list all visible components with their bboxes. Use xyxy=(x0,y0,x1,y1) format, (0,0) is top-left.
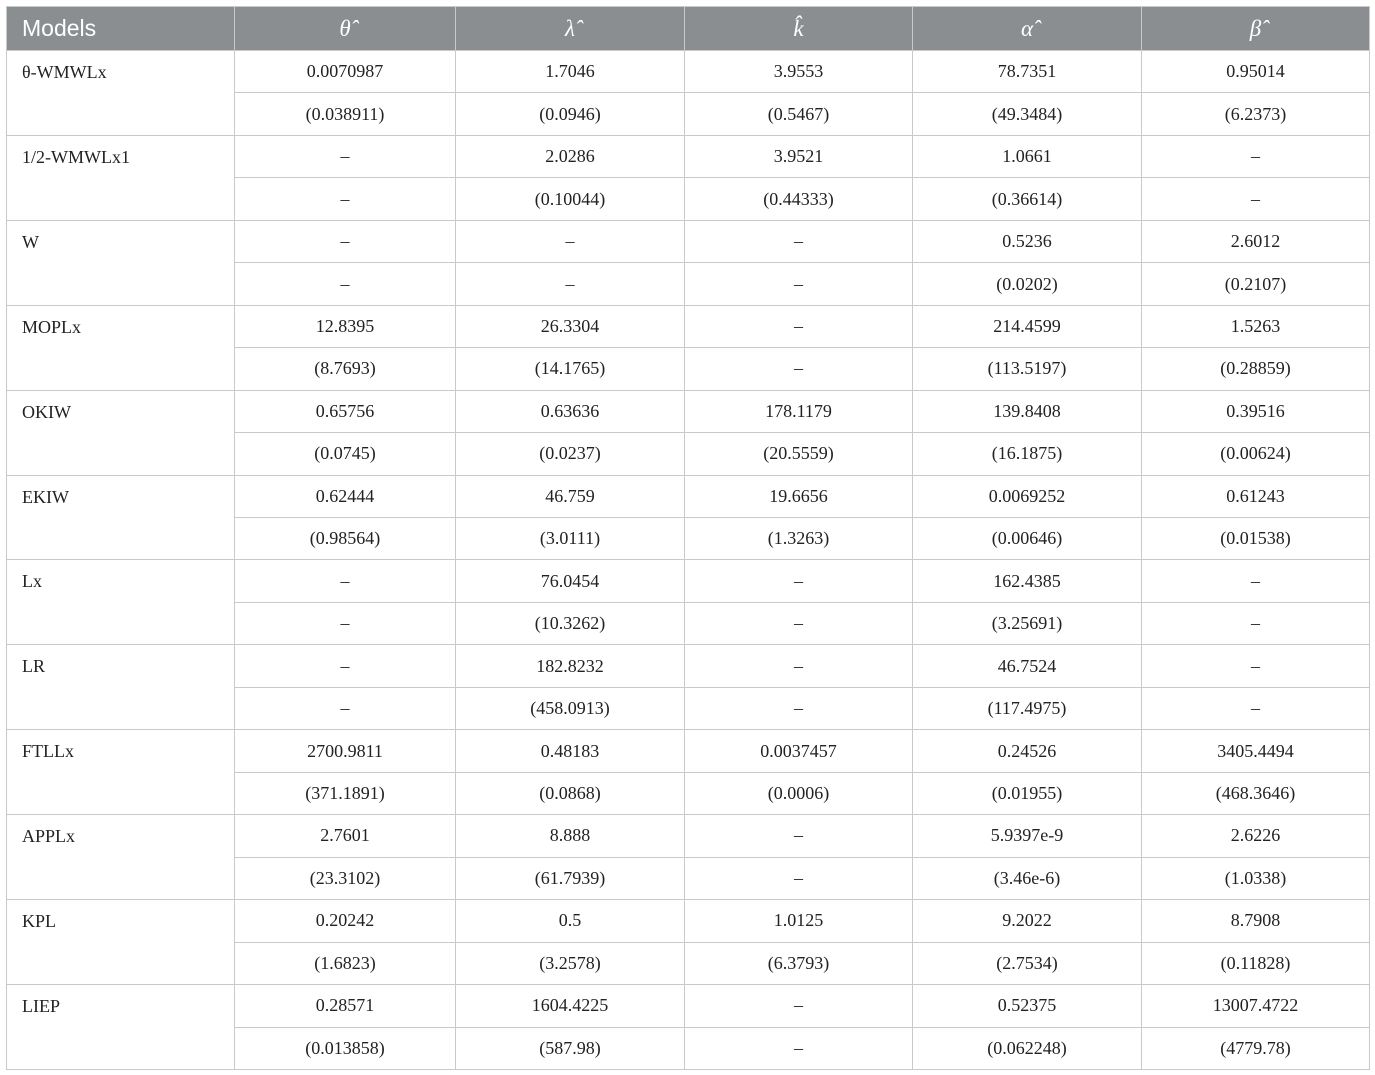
estimate-cell: 19.6656 xyxy=(685,476,912,517)
estimate-cell: 0.39516 xyxy=(1142,391,1369,432)
estimate-cell: – xyxy=(1142,645,1369,686)
estimate-cell: 0.28571 xyxy=(235,985,455,1026)
estimate-cell: – xyxy=(235,560,455,601)
std-error-cell: – xyxy=(235,178,455,219)
std-error-cell: (3.2578) xyxy=(456,943,684,984)
std-error-cell: (0.44333) xyxy=(685,178,912,219)
estimate-cell: 214.4599 xyxy=(913,306,1141,347)
estimate-cell: 76.0454 xyxy=(456,560,684,601)
model-name: OKIW xyxy=(7,391,234,475)
estimate-cell: 1604.4225 xyxy=(456,985,684,1026)
std-error-cell: (468.3646) xyxy=(1142,773,1369,814)
std-error-cell: (371.1891) xyxy=(235,773,455,814)
std-error-cell: (0.01955) xyxy=(913,773,1141,814)
estimate-cell: 0.62444 xyxy=(235,476,455,517)
alpha-hat-column-header: α̂ xyxy=(913,7,1141,50)
std-error-cell: (14.1765) xyxy=(456,348,684,389)
model-name: θ-WMWLx xyxy=(7,51,234,135)
std-error-cell: (0.0202) xyxy=(913,263,1141,304)
estimate-cell: – xyxy=(685,815,912,856)
std-error-cell: – xyxy=(685,688,912,729)
estimate-cell: 9.2022 xyxy=(913,900,1141,941)
std-error-cell: (23.3102) xyxy=(235,858,455,899)
estimate-cell: 12.8395 xyxy=(235,306,455,347)
std-error-cell: – xyxy=(1142,603,1369,644)
std-error-cell: – xyxy=(235,603,455,644)
estimate-cell: 2.6226 xyxy=(1142,815,1369,856)
std-error-cell: (0.0006) xyxy=(685,773,912,814)
std-error-cell: (0.10044) xyxy=(456,178,684,219)
estimate-cell: 46.7524 xyxy=(913,645,1141,686)
model-name: EKIW xyxy=(7,476,234,560)
std-error-cell: – xyxy=(1142,688,1369,729)
std-error-cell: – xyxy=(685,263,912,304)
models-column-header: Models xyxy=(7,7,234,50)
estimate-cell: 13007.4722 xyxy=(1142,985,1369,1026)
estimate-cell: 0.65756 xyxy=(235,391,455,432)
std-error-cell: (117.4975) xyxy=(913,688,1141,729)
std-error-cell: (0.36614) xyxy=(913,178,1141,219)
estimate-cell: 162.4385 xyxy=(913,560,1141,601)
std-error-cell: – xyxy=(235,688,455,729)
estimate-cell: 0.61243 xyxy=(1142,476,1369,517)
estimate-cell: – xyxy=(685,645,912,686)
std-error-cell: (113.5197) xyxy=(913,348,1141,389)
model-name: LR xyxy=(7,645,234,729)
model-name: MOPLx xyxy=(7,306,234,390)
estimate-cell: 1.7046 xyxy=(456,51,684,92)
lambda-hat-column-header: λ̂ xyxy=(456,7,684,50)
std-error-cell: – xyxy=(456,263,684,304)
std-error-cell: (1.3263) xyxy=(685,518,912,559)
estimate-cell: 0.52375 xyxy=(913,985,1141,1026)
model-name: KPL xyxy=(7,900,234,984)
std-error-cell: (0.0237) xyxy=(456,433,684,474)
estimate-cell: 139.8408 xyxy=(913,391,1141,432)
estimate-cell: 2.7601 xyxy=(235,815,455,856)
estimate-cell: 46.759 xyxy=(456,476,684,517)
std-error-cell: (8.7693) xyxy=(235,348,455,389)
std-error-cell: (0.062248) xyxy=(913,1028,1141,1069)
std-error-cell: (2.7534) xyxy=(913,943,1141,984)
std-error-cell: – xyxy=(685,603,912,644)
estimate-cell: 0.5 xyxy=(456,900,684,941)
std-error-cell: – xyxy=(685,1028,912,1069)
std-error-cell: (458.0913) xyxy=(456,688,684,729)
estimate-cell: 2.0286 xyxy=(456,136,684,177)
std-error-cell: (3.46e-6) xyxy=(913,858,1141,899)
estimate-cell: – xyxy=(1142,560,1369,601)
estimate-cell: 5.9397e-9 xyxy=(913,815,1141,856)
model-name: W xyxy=(7,221,234,305)
std-error-cell: (0.98564) xyxy=(235,518,455,559)
estimate-cell: 182.8232 xyxy=(456,645,684,686)
std-error-cell: (4779.78) xyxy=(1142,1028,1369,1069)
estimate-cell: 0.5236 xyxy=(913,221,1141,262)
estimate-cell: 1.0661 xyxy=(913,136,1141,177)
std-error-cell: (0.0946) xyxy=(456,93,684,134)
std-error-cell: (0.00646) xyxy=(913,518,1141,559)
std-error-cell: (16.1875) xyxy=(913,433,1141,474)
estimate-cell: 3.9553 xyxy=(685,51,912,92)
estimate-cell: – xyxy=(685,560,912,601)
std-error-cell: (1.0338) xyxy=(1142,858,1369,899)
estimate-cell: 0.48183 xyxy=(456,730,684,771)
estimate-cell: 8.7908 xyxy=(1142,900,1369,941)
std-error-cell: (10.3262) xyxy=(456,603,684,644)
estimate-cell: 26.3304 xyxy=(456,306,684,347)
estimate-cell: 0.0069252 xyxy=(913,476,1141,517)
model-name: 1/2-WMWLx1 xyxy=(7,136,234,220)
estimate-cell: – xyxy=(685,306,912,347)
std-error-cell: (0.038911) xyxy=(235,93,455,134)
std-error-cell: – xyxy=(1142,178,1369,219)
std-error-cell: – xyxy=(685,858,912,899)
estimate-cell: 0.95014 xyxy=(1142,51,1369,92)
std-error-cell: (0.5467) xyxy=(685,93,912,134)
estimate-cell: – xyxy=(235,645,455,686)
model-name: APPLx xyxy=(7,815,234,899)
std-error-cell: (0.0745) xyxy=(235,433,455,474)
k-hat-column-header: k̂ xyxy=(685,7,912,50)
estimate-cell: 78.7351 xyxy=(913,51,1141,92)
estimate-cell: – xyxy=(685,221,912,262)
estimate-cell: 3405.4494 xyxy=(1142,730,1369,771)
estimate-cell: 178.1179 xyxy=(685,391,912,432)
std-error-cell: (6.3793) xyxy=(685,943,912,984)
model-name: LIEP xyxy=(7,985,234,1069)
estimate-cell: 0.0037457 xyxy=(685,730,912,771)
estimate-cell: – xyxy=(456,221,684,262)
estimate-cell: – xyxy=(235,221,455,262)
std-error-cell: – xyxy=(235,263,455,304)
estimate-cell: 2.6012 xyxy=(1142,221,1369,262)
std-error-cell: (61.7939) xyxy=(456,858,684,899)
std-error-cell: (0.0868) xyxy=(456,773,684,814)
std-error-cell: (0.28859) xyxy=(1142,348,1369,389)
beta-hat-column-header: β̂ xyxy=(1142,7,1369,50)
std-error-cell: (20.5559) xyxy=(685,433,912,474)
estimate-cell: 0.24526 xyxy=(913,730,1141,771)
model-name: Lx xyxy=(7,560,234,644)
theta-hat-column-header: θ̂ xyxy=(235,7,455,50)
estimate-cell: 1.0125 xyxy=(685,900,912,941)
std-error-cell: – xyxy=(685,348,912,389)
std-error-cell: (3.25691) xyxy=(913,603,1141,644)
model-name: FTLLx xyxy=(7,730,234,814)
estimate-cell: 2700.9811 xyxy=(235,730,455,771)
std-error-cell: (0.11828) xyxy=(1142,943,1369,984)
std-error-cell: (0.00624) xyxy=(1142,433,1369,474)
estimate-cell: 8.888 xyxy=(456,815,684,856)
std-error-cell: (3.0111) xyxy=(456,518,684,559)
estimate-cell: 0.0070987 xyxy=(235,51,455,92)
estimate-cell: 0.63636 xyxy=(456,391,684,432)
estimate-cell: – xyxy=(235,136,455,177)
std-error-cell: (6.2373) xyxy=(1142,93,1369,134)
estimate-cell: – xyxy=(685,985,912,1026)
parameter-estimates-table xyxy=(6,6,1370,1070)
estimate-cell: 0.20242 xyxy=(235,900,455,941)
estimate-cell: 3.9521 xyxy=(685,136,912,177)
std-error-cell: (1.6823) xyxy=(235,943,455,984)
std-error-cell: (0.01538) xyxy=(1142,518,1369,559)
std-error-cell: (49.3484) xyxy=(913,93,1141,134)
estimate-cell: – xyxy=(1142,136,1369,177)
std-error-cell: (0.2107) xyxy=(1142,263,1369,304)
std-error-cell: (587.98) xyxy=(456,1028,684,1069)
std-error-cell: (0.013858) xyxy=(235,1028,455,1069)
estimate-cell: 1.5263 xyxy=(1142,306,1369,347)
